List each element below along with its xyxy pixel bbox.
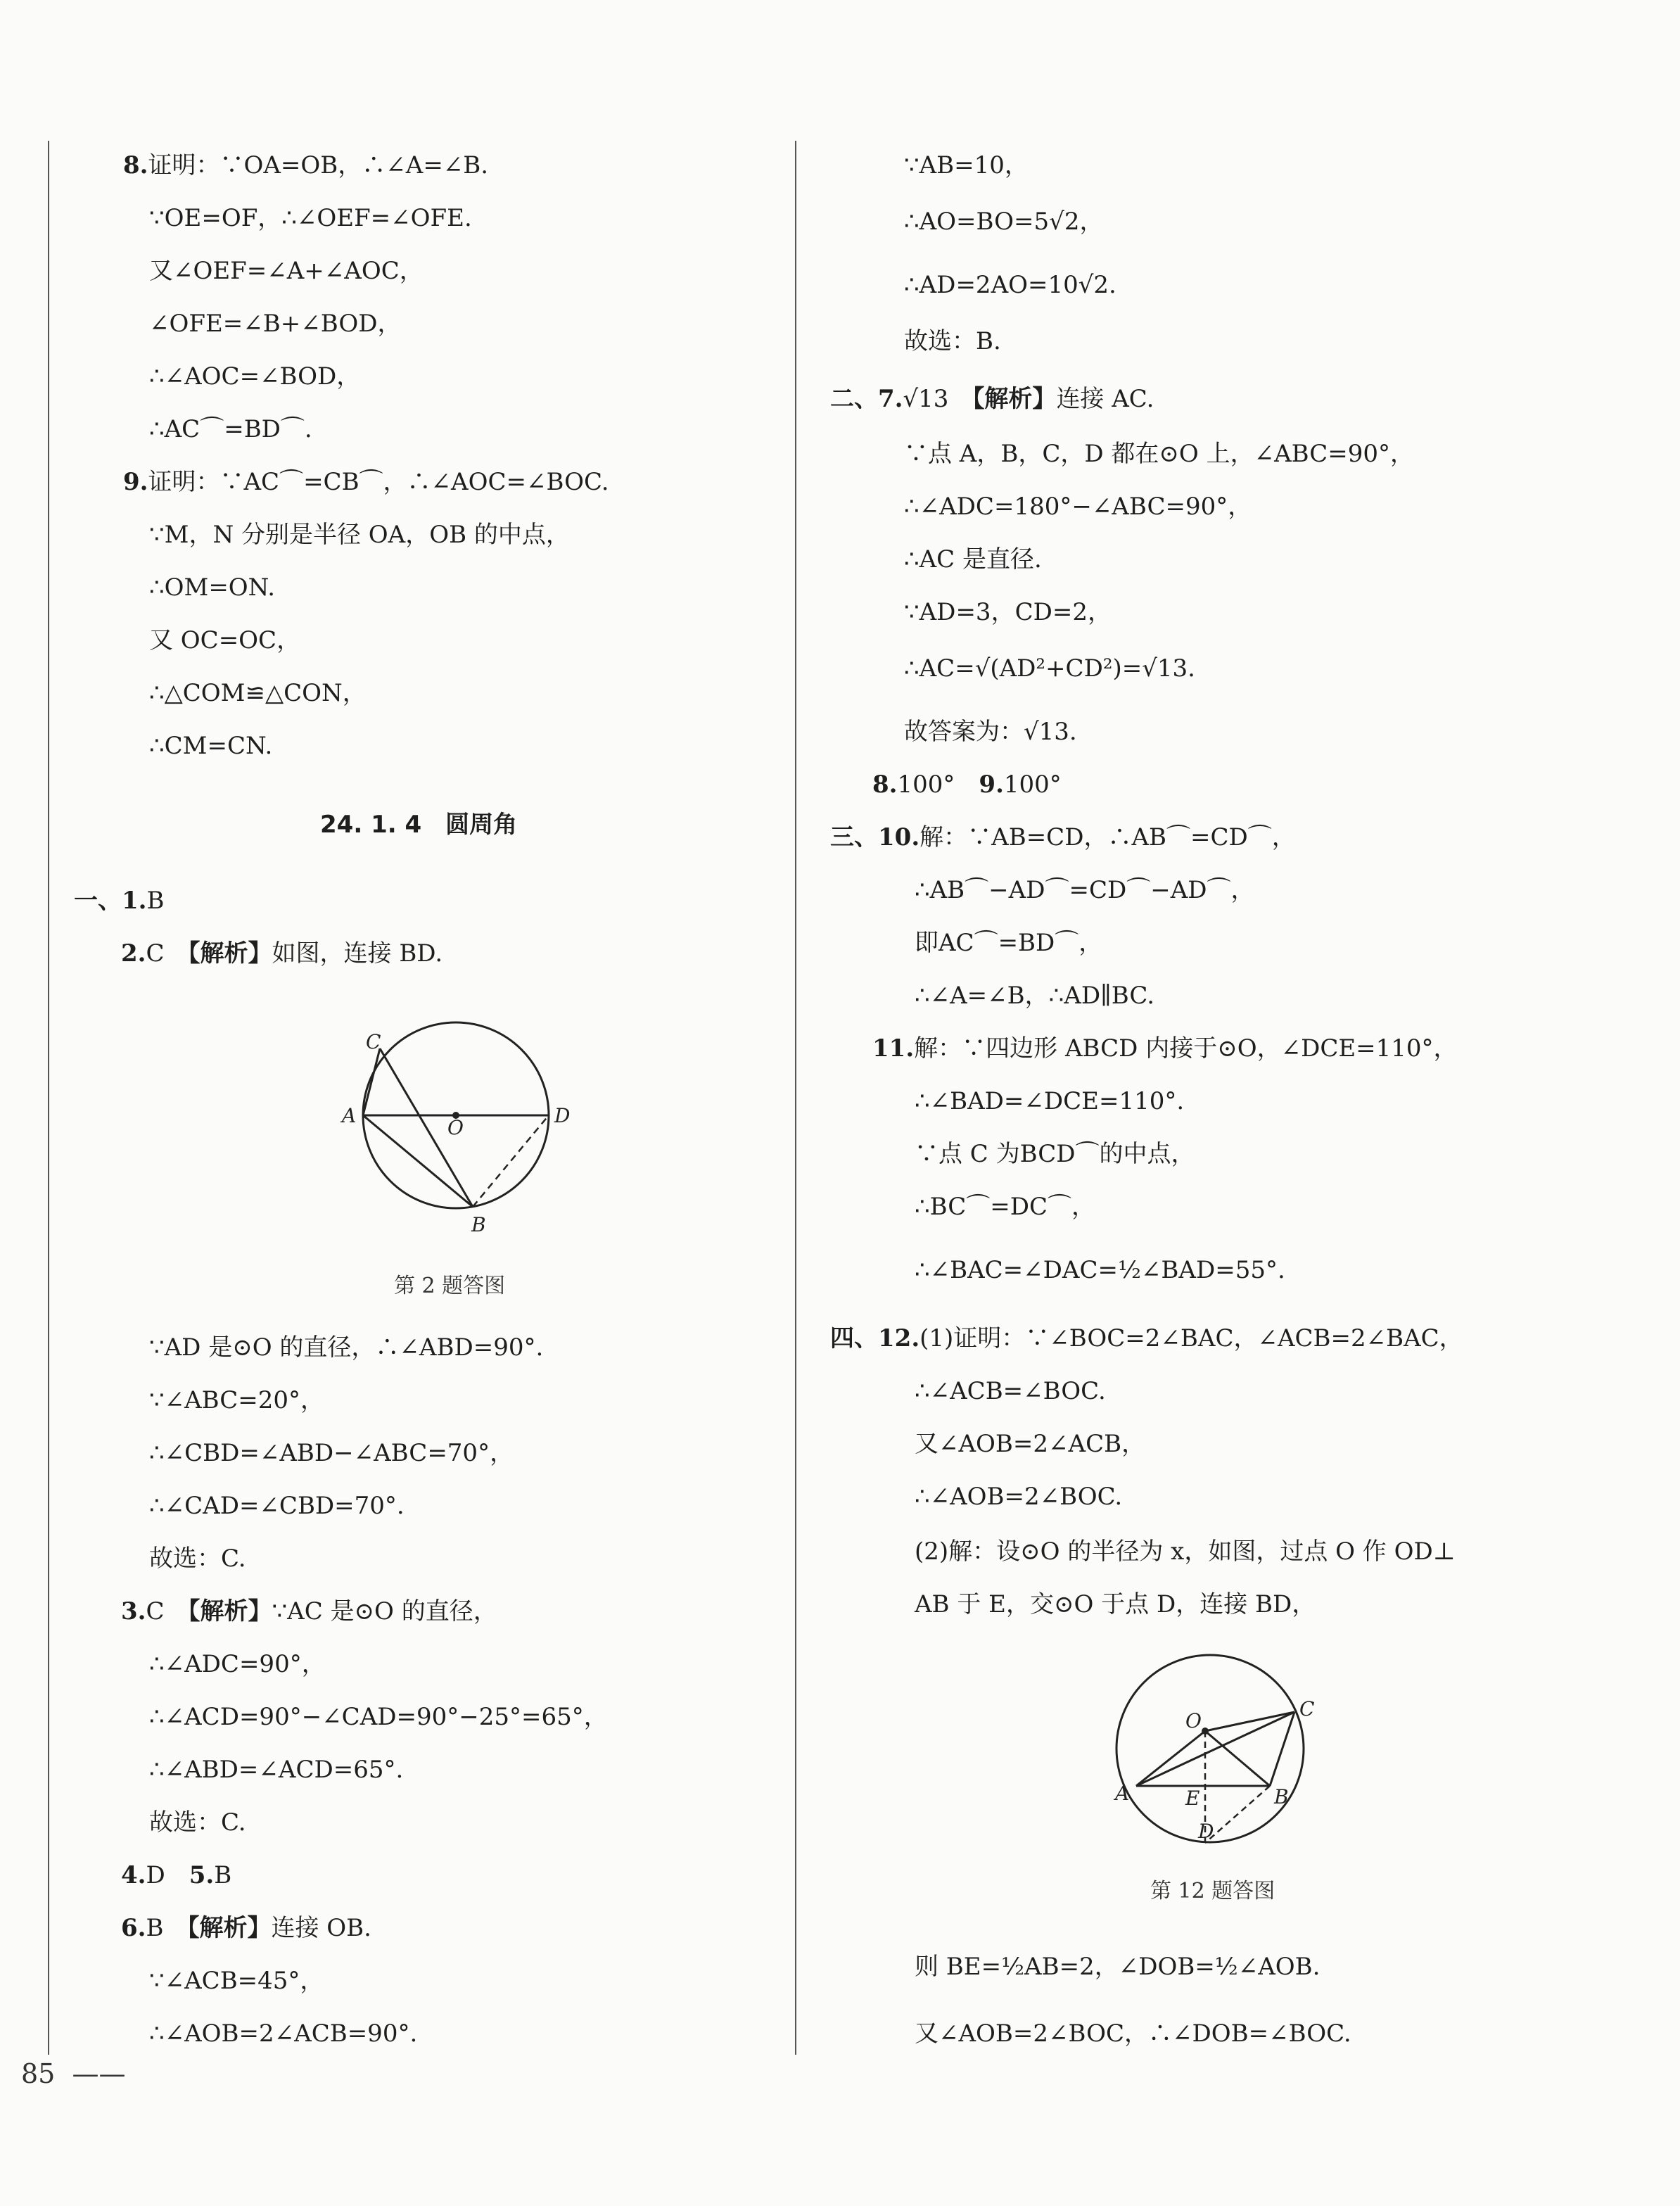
q10-line-2: ∴AB⌒−AD⌒=CD⌒−AD⌒， <box>915 876 1255 904</box>
fig12-label-c: C <box>1299 1697 1315 1720</box>
fig2-caption: 第 2 题答图 <box>394 1274 506 1298</box>
page-number-dash: —— <box>72 2058 126 2089</box>
fig12-label-a: A <box>1115 1782 1130 1805</box>
q2-figure <box>331 1020 584 1245</box>
chord-ac <box>1136 1712 1294 1786</box>
circle-o <box>1116 1655 1304 1842</box>
q7-line-1: ∵点 A，B，C，D 都在⊙O 上，∠ABC=90°， <box>904 440 1415 468</box>
q6-line-1: ∵∠ACB=45°， <box>149 1967 324 1995</box>
q9-line-6: ∴CM=CN. <box>149 732 273 760</box>
fig2-label-c: C <box>366 1030 381 1053</box>
q12-line-3: 又∠AOB=2∠ACB， <box>915 1430 1146 1458</box>
analysis-tag: 【解析】 <box>188 939 272 968</box>
fig12-caption: 第 12 题答图 <box>1150 1879 1275 1903</box>
q7-line-6: 故答案为：√13. <box>904 718 1077 746</box>
q11-line-5: ∴∠BAC=∠DAC=½∠BAD=55°. <box>915 1256 1285 1284</box>
right-line-1: ∵AB=10， <box>904 151 1029 179</box>
q9-line-4: 又 OC=OC， <box>149 626 301 654</box>
q3-heading: 3.C 【解析】∵AC 是⊙O 的直径， <box>121 1597 497 1625</box>
part2-label: 二、 <box>830 385 878 413</box>
q7-line-2: ∴∠ADC=180°−∠ABC=90°， <box>904 493 1252 521</box>
right-line-4: 故选：B. <box>904 327 1001 355</box>
q8-line-5: ∴∠AOC=∠BOD， <box>149 362 361 391</box>
q2-line-3: ∴∠CBD=∠ABD−∠ABC=70°， <box>149 1439 514 1467</box>
q9-line-1: 9.证明：∵AC⌒=CB⌒，∴∠AOC=∠BOC. <box>123 468 609 496</box>
part1-label: 一、 <box>74 887 122 915</box>
q12-line-6: AB 于 E，交⊙O 于点 D，连接 BD， <box>915 1590 1316 1618</box>
part1-q1: 一、1.B <box>74 887 165 915</box>
fig2-label-a: A <box>342 1104 357 1127</box>
chord-ac <box>363 1048 380 1115</box>
page-number: 85 —— <box>21 2058 126 2089</box>
q8-q9-answers: 8.100° 9.100° <box>872 771 1062 799</box>
q8-number: 8. <box>123 151 148 179</box>
q9-line-5: ∴△COM≌△CON， <box>149 679 367 707</box>
q12-line-2: ∴∠ACB=∠BOC. <box>915 1377 1106 1405</box>
q9-line-2: ∵M，N 分别是半径 OA，OB 的中点， <box>149 521 570 549</box>
q11-line-3: ∵点 C 为BCD⌒的中点， <box>915 1140 1195 1168</box>
q8-line-4: ∠OFE=∠B+∠BOD， <box>149 310 402 338</box>
q8-line-2: ∵OE=OF，∴∠OEF=∠OFE. <box>149 204 472 232</box>
q7-line-4: ∵AD=3，CD=2， <box>904 598 1112 626</box>
q12-line-5: (2)解：设⊙O 的半径为 x，如图，过点 O 作 OD⊥ <box>915 1538 1456 1566</box>
q10-line-4: ∴∠A=∠B，∴AD∥BC. <box>915 982 1155 1010</box>
q6-line-2: ∴∠AOB=2∠ACB=90°. <box>149 2020 418 2048</box>
q10-line-1: 三、10.解：∵AB=CD，∴AB⌒=CD⌒， <box>830 823 1296 851</box>
q12-line-8: 又∠AOB=2∠BOC，∴∠DOB=∠BOC. <box>915 2020 1351 2048</box>
section-title: 24. 1. 4 圆周角 <box>320 811 518 839</box>
q9-number: 9. <box>123 468 148 496</box>
q2-line-5: 故选：C. <box>149 1545 246 1573</box>
q12-line-1: 四、12.(1)证明：∵∠BOC=2∠BAC，∠ACB=2∠BAC， <box>830 1324 1463 1352</box>
column-divider <box>795 141 796 2055</box>
q3-line-3: ∴∠ABD=∠ACD=65°. <box>149 1756 404 1784</box>
q8-line-1: 8.证明：∵OA=OB，∴∠A=∠B. <box>123 151 489 179</box>
segment-oc <box>1205 1712 1294 1731</box>
fig12-label-d: D <box>1198 1820 1214 1843</box>
q4-q5-answers: 4.D 5.B <box>121 1861 232 1889</box>
fig12-label-e: E <box>1185 1787 1200 1810</box>
q8-line-6: ∴AC⌒=BD⌒. <box>149 415 312 443</box>
part4-label: 四、 <box>830 1324 878 1352</box>
part3-label: 三、 <box>830 823 878 851</box>
q9-line-3: ∴OM=ON. <box>149 573 276 602</box>
q2-line-4: ∴∠CAD=∠CBD=70°. <box>149 1492 405 1520</box>
q3-line-2: ∴∠ACD=90°−∠CAD=90°−25°=65°， <box>149 1703 608 1731</box>
q3-line-1: ∴∠ADC=90°， <box>149 1650 326 1678</box>
q12-figure <box>1094 1643 1333 1854</box>
q2-line-2: ∵∠ABC=20°， <box>149 1386 325 1414</box>
q3-line-4: 故选：C. <box>149 1808 246 1837</box>
chord-cb <box>1270 1712 1294 1786</box>
fig2-label-d: D <box>554 1104 571 1127</box>
center-dot <box>1202 1728 1209 1735</box>
q10-line-3: 即AC⌒=BD⌒， <box>915 929 1103 957</box>
q11-line-1: 11.解：∵四边形 ABCD 内接于⊙O，∠DCE=110°， <box>872 1034 1458 1063</box>
q6-heading: 6.B 【解析】连接 OB. <box>121 1914 371 1942</box>
q8-line-3: 又∠OEF=∠A+∠AOC， <box>149 257 424 285</box>
q7-line-3: ∴AC 是直径. <box>904 545 1042 573</box>
q11-line-2: ∴∠BAD=∠DCE=110°. <box>915 1087 1185 1115</box>
dashed-bd <box>1205 1786 1270 1843</box>
q7-line-5: ∴AC=√(AD²+CD²)=√13. <box>904 654 1195 683</box>
fig12-label-b: B <box>1274 1785 1289 1808</box>
fig2-label-b: B <box>471 1213 486 1236</box>
fig12-label-o: O <box>1185 1709 1202 1732</box>
right-line-2: ∴AO=BO=5√2， <box>904 208 1104 236</box>
right-line-3: ∴AD=2AO=10√2. <box>904 271 1116 299</box>
q11-line-4: ∴BC⌒=DC⌒， <box>915 1193 1096 1221</box>
q2-line-1: ∵AD 是⊙O 的直径，∴∠ABD=90°. <box>149 1333 544 1362</box>
q12-line-7: 则 BE=½AB=2，∠DOB=½∠AOB. <box>915 1953 1321 1981</box>
fig2-label-o: O <box>447 1116 464 1139</box>
left-margin-rule <box>48 141 49 2055</box>
q2-heading: 2.C 【解析】如图，连接 BD. <box>121 939 443 968</box>
q7-heading: 二、7.√13 【解析】连接 AC. <box>830 385 1154 413</box>
q12-line-4: ∴∠AOB=2∠BOC. <box>915 1483 1123 1511</box>
